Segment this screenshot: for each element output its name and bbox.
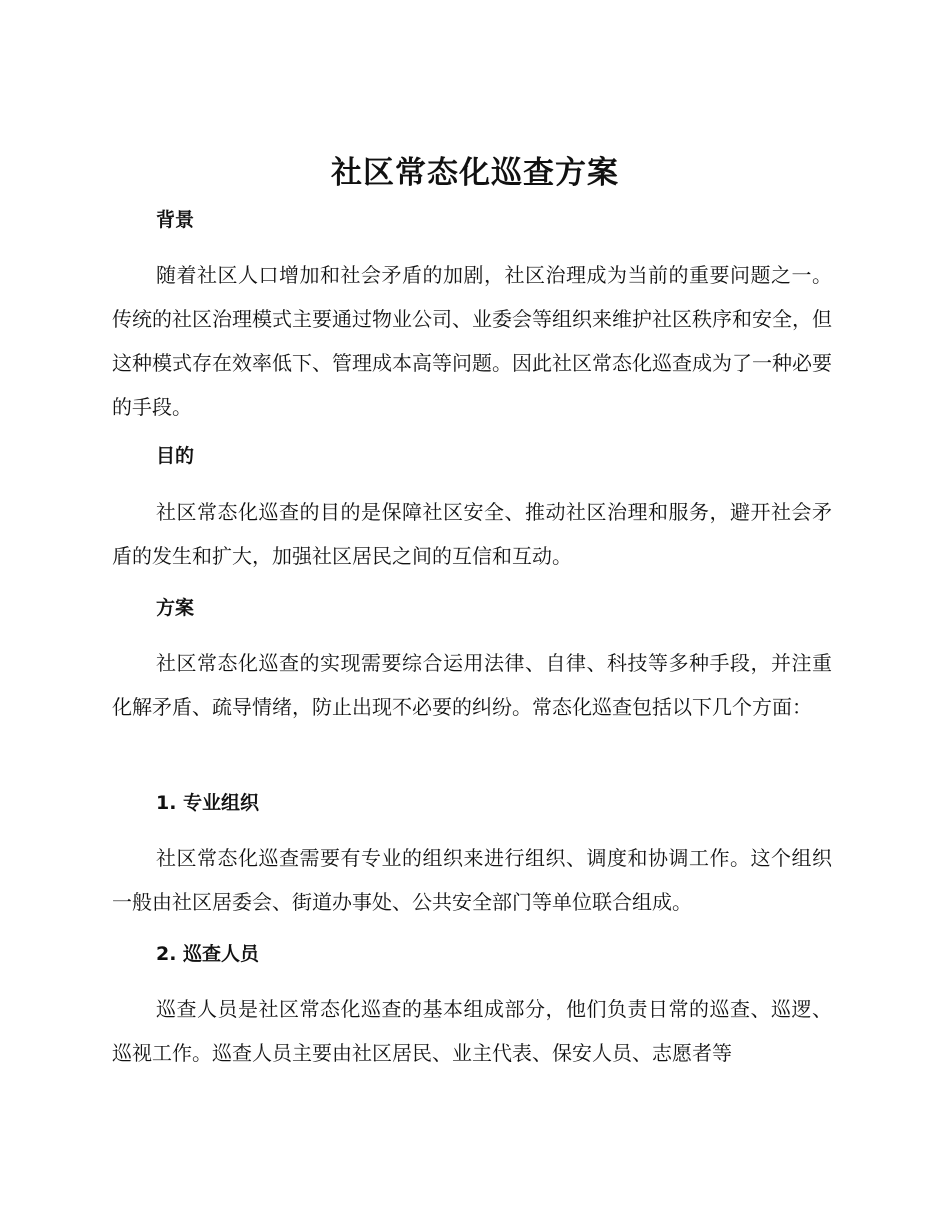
paragraph-plan: 社区常态化巡查的实现需要综合运用法律、自律、科技等多种手段，并注重化解矛盾、疏导情绪，防止出现不必要的纠纷。常态化巡查包括以下几个方面： xyxy=(112,651,832,719)
heading-purpose: 目的 xyxy=(156,445,195,467)
heading-personnel: 2. 巡查人员 xyxy=(156,943,260,965)
heading-background: 背景 xyxy=(156,209,195,231)
paragraph-purpose: 社区常态化巡查的目的是保障社区安全、推动社区治理和服务，避开社会矛盾的发生和扩大，加强社区居民之间的互信和互动。 xyxy=(112,500,832,568)
paragraph-background: 随着社区人口增加和社会矛盾的加剧，社区治理成为当前的重要问题之一。传统的社区治理模式主要通过物业公司、业委会等组织来维护社区秩序和安全，但这种模式存在效率低下、管理成本高等问题。因此社区常态化巡查成为了一种必要的手段。 xyxy=(112,263,832,419)
paragraph-personnel: 巡查人员是社区常态化巡查的基本组成部分，他们负责日常的巡查、巡逻、巡视工作。巡查人员主要由社区居民、业主代表、保安人员、志愿者等 xyxy=(112,997,832,1065)
paragraph-organization: 社区常态化巡查需要有专业的组织来进行组织、调度和协调工作。这个组织一般由社区居委会、街道办事处、公共安全部门等单位联合组成。 xyxy=(112,846,832,914)
heading-organization: 1. 专业组织 xyxy=(156,792,260,814)
heading-plan: 方案 xyxy=(156,597,195,619)
document-title: 社区常态化巡查方案 xyxy=(331,155,619,191)
